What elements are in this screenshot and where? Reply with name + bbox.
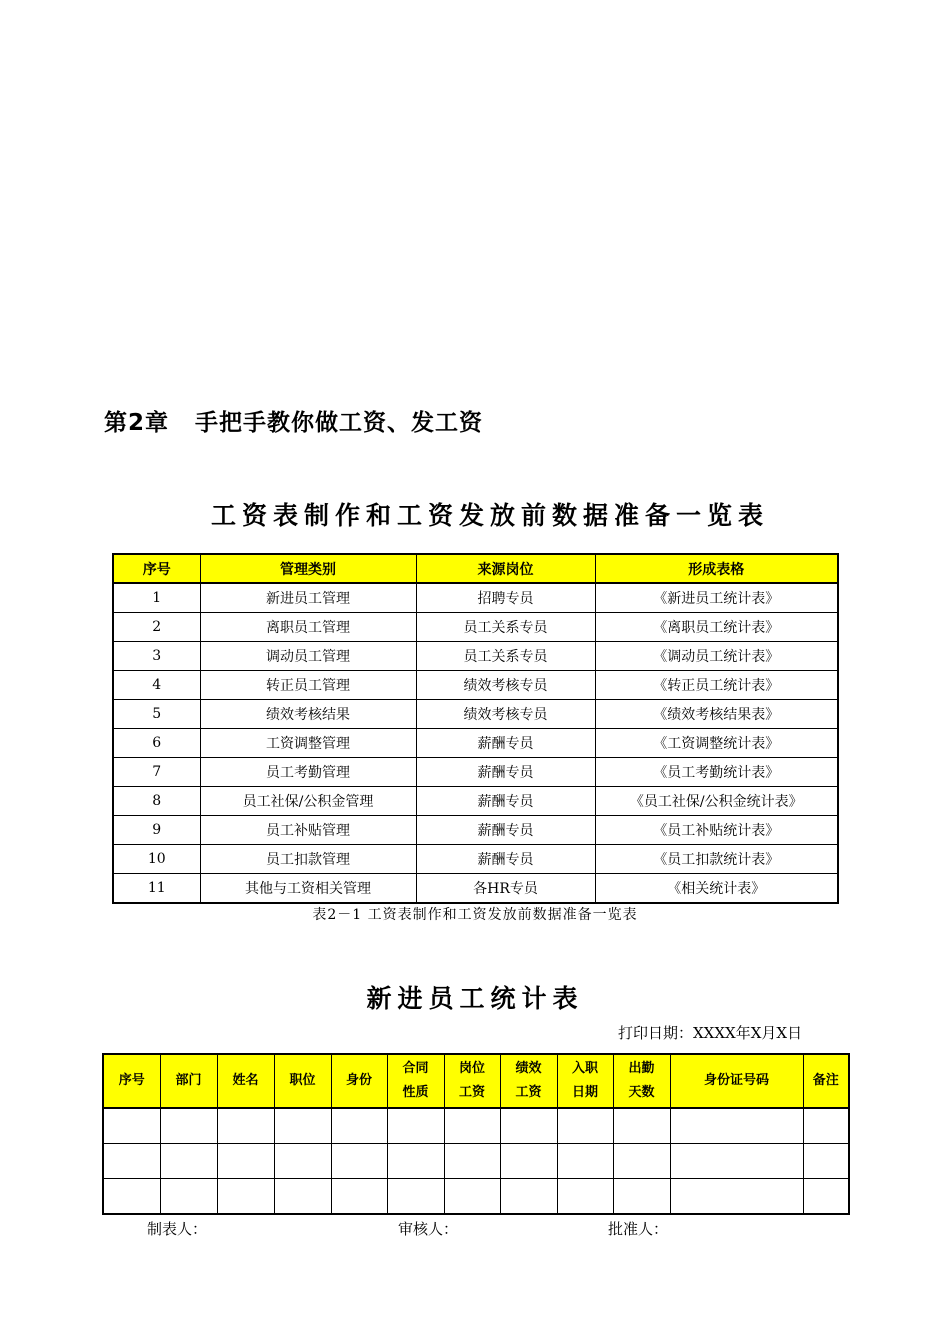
table-row [113,845,838,874]
empty-cell [670,1179,803,1215]
table-cell: 调动员工管理 [200,642,416,671]
new-employee-table [102,1053,850,1215]
empty-cell [557,1108,613,1144]
table-row [113,583,838,613]
approved-by-label: 批准人： [608,1220,669,1238]
empty-cell [444,1108,500,1144]
table-cell: 《员工考勤统计表》 [595,758,838,787]
table-cell: 绩效考核专员 [416,700,595,729]
table-cell: 《转正员工统计表》 [595,671,838,700]
header-line: 职位 [289,1073,316,1088]
table-cell: 员工扣款管理 [200,845,416,874]
table2-header-cell [444,1054,500,1108]
table-cell: 其他与工资相关管理 [200,874,416,904]
table-cell: 3 [113,642,200,671]
empty-cell [613,1144,670,1179]
table-row [113,787,838,816]
table-cell: 5 [113,700,200,729]
table-cell: 新进员工管理 [200,583,416,613]
empty-cell [217,1144,274,1179]
table-cell: 工资调整管理 [200,729,416,758]
table2-title: 新进员工统计表 [366,984,584,1013]
table-cell: 《员工补贴统计表》 [595,816,838,845]
header-line: 姓名 [232,1073,259,1088]
table-cell: 《离职员工统计表》 [595,613,838,642]
empty-cell [331,1144,387,1179]
chapter-title: 手把手教你做工资、发工资 [195,410,484,436]
empty-cell [217,1179,274,1215]
header-line: 出勤 [628,1061,655,1076]
table-cell: 各HR专员 [416,874,595,904]
header-line: 工资 [515,1085,542,1100]
empty-cell [274,1144,331,1179]
header-line: 天数 [628,1085,655,1100]
empty-cell [500,1144,557,1179]
table-row [103,1144,849,1179]
print-date: 打印日期：XXXX年X月X日 [618,1024,803,1042]
table-cell: 转正员工管理 [200,671,416,700]
empty-cell [387,1179,444,1215]
table-cell: 1 [113,583,200,613]
table-cell: 《相关统计表》 [595,874,838,904]
table-row [113,700,838,729]
table1-header-cell: 管理类别 [200,554,416,583]
table-row [103,1179,849,1215]
empty-cell [103,1179,160,1215]
table-cell: 绩效考核专员 [416,671,595,700]
table-cell: 招聘专员 [416,583,595,613]
table-row [113,613,838,642]
empty-cell [103,1144,160,1179]
empty-cell [557,1179,613,1215]
header-line: 工资 [458,1085,485,1100]
table-cell: 员工补贴管理 [200,816,416,845]
table2-header-cell [331,1054,387,1108]
empty-cell [557,1144,613,1179]
empty-cell [274,1108,331,1144]
table2-header-cell [613,1054,670,1108]
table-cell: 2 [113,613,200,642]
table-cell: 薪酬专员 [416,787,595,816]
reviewed-by-label: 审核人： [398,1220,459,1238]
table1-header-cell: 来源岗位 [416,554,595,583]
table-cell: 7 [113,758,200,787]
header-line: 绩效 [515,1061,542,1076]
empty-cell [803,1144,849,1179]
table-cell: 4 [113,671,200,700]
header-line: 身份 [345,1073,372,1088]
empty-cell [160,1179,217,1215]
table-cell: 11 [113,874,200,904]
empty-cell [387,1108,444,1144]
table-cell: 离职员工管理 [200,613,416,642]
table2-header-cell [500,1054,557,1108]
table-row [113,642,838,671]
empty-cell [274,1179,331,1215]
header-line: 身份证号码 [703,1073,769,1088]
empty-cell [331,1108,387,1144]
empty-cell [217,1108,274,1144]
table2-header-cell [387,1054,444,1108]
chapter-number: 第2章 [104,410,170,436]
table-row [113,671,838,700]
table-row [113,729,838,758]
header-line: 序号 [118,1073,145,1088]
empty-cell [444,1144,500,1179]
table-cell: 《员工扣款统计表》 [595,845,838,874]
table-cell: 员工考勤管理 [200,758,416,787]
empty-cell [670,1108,803,1144]
table2-header-cell [103,1054,160,1108]
empty-cell [803,1108,849,1144]
chapter-heading [104,404,483,437]
empty-cell [331,1179,387,1215]
empty-cell [387,1144,444,1179]
table-cell: 薪酬专员 [416,816,595,845]
empty-cell [160,1108,217,1144]
table-cell: 《新进员工统计表》 [595,583,838,613]
empty-cell [803,1179,849,1215]
table-cell: 绩效考核结果 [200,700,416,729]
table-cell: 《调动员工统计表》 [595,642,838,671]
table2-header-cell [217,1054,274,1108]
table-cell: 《员工社保/公积金统计表》 [595,787,838,816]
table-cell: 员工社保/公积金管理 [200,787,416,816]
table-row [113,816,838,845]
table-cell: 薪酬专员 [416,845,595,874]
table-cell: 《绩效考核结果表》 [595,700,838,729]
table-cell: 10 [113,845,200,874]
empty-cell [613,1108,670,1144]
empty-cell [500,1108,557,1144]
empty-cell [613,1179,670,1215]
prepared-by-label: 制表人： [147,1220,208,1238]
table1-caption: 表2－1 工资表制作和工资发放前数据准备一览表 [312,907,638,923]
header-line: 入职 [571,1061,598,1076]
empty-cell [670,1144,803,1179]
table2-header-cell [803,1054,849,1108]
table2-header-cell [274,1054,331,1108]
table1-header-cell: 形成表格 [595,554,838,583]
header-line: 岗位 [458,1061,485,1076]
empty-cell [444,1179,500,1215]
table-cell: 薪酬专员 [416,729,595,758]
table-cell: 9 [113,816,200,845]
table-row [113,874,838,904]
table-cell: 6 [113,729,200,758]
table-cell: 薪酬专员 [416,758,595,787]
header-line: 日期 [571,1085,598,1100]
data-prep-table [112,553,839,904]
table2-header-row [103,1054,849,1108]
header-line: 备注 [812,1073,839,1088]
table-cell: 员工关系专员 [416,613,595,642]
table1-header-row [113,554,838,583]
empty-cell [500,1179,557,1215]
table-row [113,758,838,787]
table-cell: 《工资调整统计表》 [595,729,838,758]
table2-header-cell [670,1054,803,1108]
header-line: 性质 [402,1085,429,1100]
table-cell: 员工关系专员 [416,642,595,671]
header-line: 合同 [402,1061,429,1076]
table1-header-cell: 序号 [113,554,200,583]
table1-title: 工资表制作和工资发放前数据准备一览表 [210,501,769,530]
empty-cell [160,1144,217,1179]
empty-cell [103,1108,160,1144]
table-cell: 8 [113,787,200,816]
table2-header-cell [557,1054,613,1108]
header-line: 部门 [175,1073,202,1088]
table-row [103,1108,849,1144]
table2-header-cell [160,1054,217,1108]
